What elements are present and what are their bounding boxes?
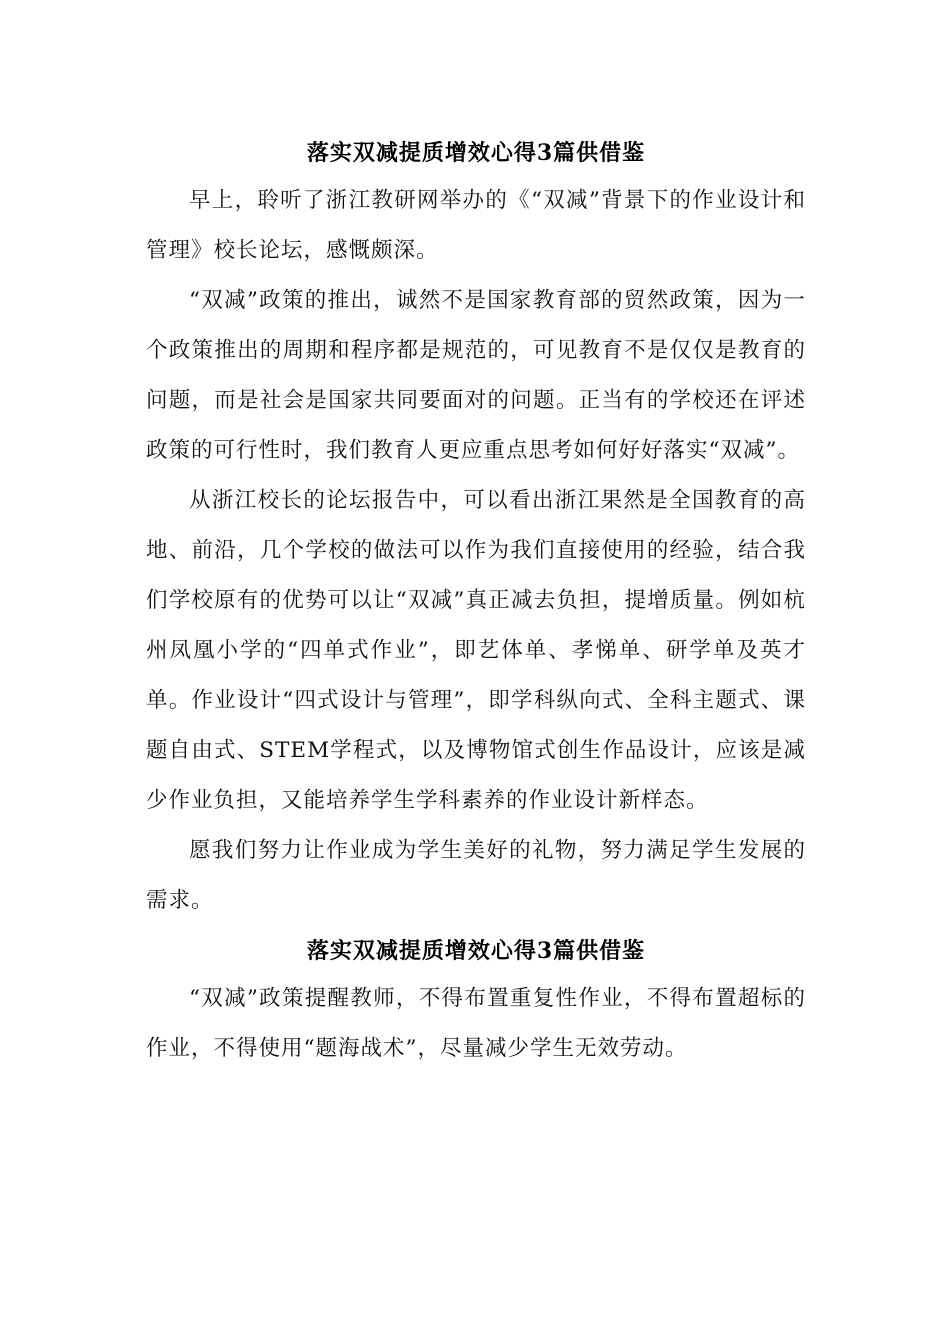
section-title: 落实双减提质增效心得3篇供借鉴 xyxy=(306,140,646,166)
paragraph: “双减”政策的推出，诚然不是国家教育部的贸然政策，因为一个政策推出的周期和程序都是规范的，可见教育不是仅仅是教育的问题，而是社会是国家共同要面对的问题。正当有的学校还在评述政策的可行性时，我们教育人更应重点思考如何好好落实“双减”。 xyxy=(146,288,806,463)
paragraph: 从浙江校长的论坛报告中，可以看出浙江果然是全国教育的高地、前沿，几个学校的做法可以作为我们直接使用的经验，结合我们学校原有的优势可以让“双减”真正减去负担，提增质量。例如杭州凤凰小学的“四单式作业”，即艺体单、孝悌单、研学单及英才单。作业设计“四式设计与管理”，即学科纵向式、全科主题式、课题自由式、STEM学程式，以及博物馆式创生作品设计，应该是减少作业负担，又能培养学生学科素养的作业设计新样态。 xyxy=(146,488,806,813)
document-body xyxy=(146,130,806,1074)
paragraph: 愿我们努力让作业成为学生美好的礼物，努力满足学生发展的需求。 xyxy=(146,838,806,913)
essay-section-1 xyxy=(146,130,806,926)
section-title: 落实双减提质增效心得3篇供借鉴 xyxy=(306,938,646,964)
paragraph: 早上，聆听了浙江教研网举办的《“双减”背景下的作业设计和管理》校长论坛，感慨颇深。 xyxy=(146,188,806,263)
essay-section-2 xyxy=(146,928,806,1074)
paragraph: “双减”政策提醒教师，不得布置重复性作业，不得布置超标的作业，不得使用“题海战术”，尽量减少学生无效劳动。 xyxy=(146,986,806,1061)
